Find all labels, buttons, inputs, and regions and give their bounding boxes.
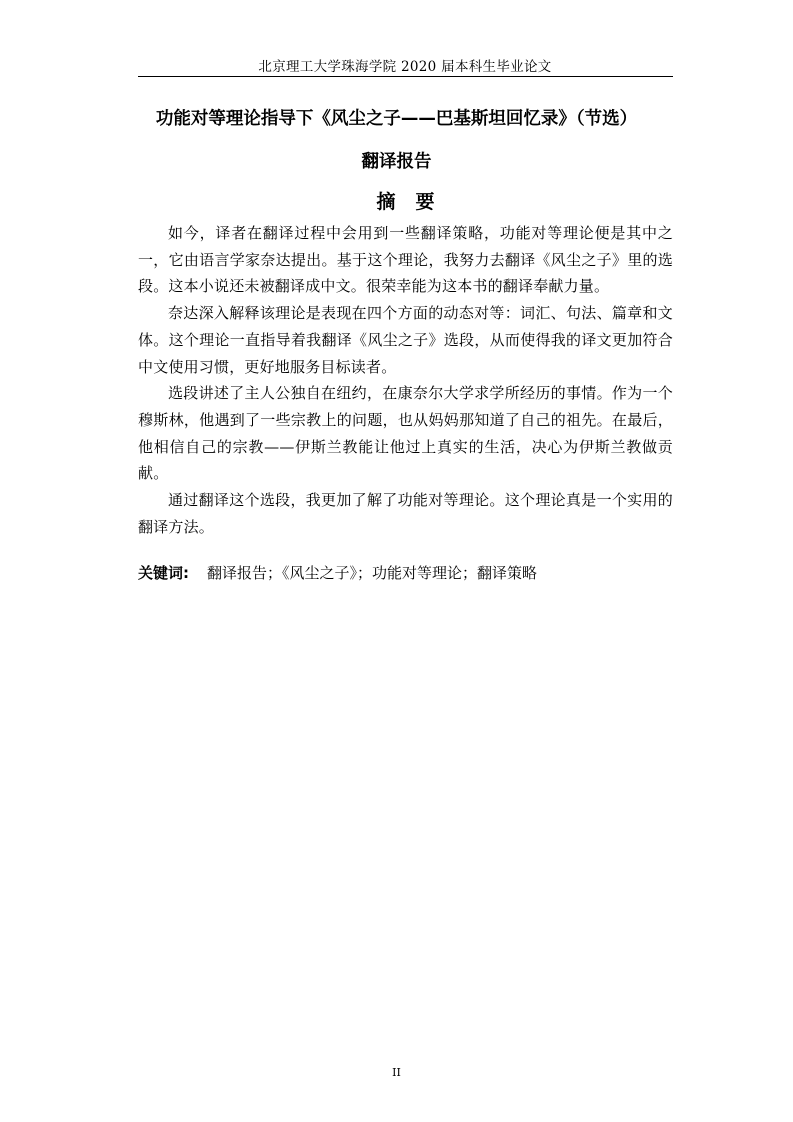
- abstract-paragraph-3: 选段讲述了主人公独自在纽约，在康奈尔大学求学所经历的事情。作为一个穆斯林，他遇到了一些宗教上的问题，也从妈妈那知道了自己的祖先。在最后，他相信自己的宗教——伊斯兰教能让他过上真实的生活，决心为伊斯兰教做贡献。: [138, 384, 673, 483]
- thesis-title-line-1: 功能对等理论指导下《风尘之子——巴基斯坦回忆录》（节选）: [155, 109, 638, 129]
- abstract-body: [138, 220, 673, 540]
- thesis-title-line-2: 翻译报告: [361, 152, 432, 172]
- running-header: 北京理工大学珠海学院 2020 届本科生毕业论文: [258, 59, 552, 75]
- abstract-paragraph-4: 通过翻译这个选段，我更加了解了功能对等理论。这个理论真是一个实用的翻译方法。: [138, 491, 673, 536]
- page-number: II: [392, 1066, 401, 1079]
- header-rule: [138, 76, 673, 77]
- abstract-paragraph-1: 如今，译者在翻译过程中会用到一些翻译策略，功能对等理论便是其中之一，它由语言学家奈达提出。基于这个理论，我努力去翻译《风尘之子》里的选段。这本小说还未被翻译成中文。很荣幸能为这本书的翻译奉献力量。: [138, 224, 673, 296]
- abstract-heading: 摘要: [376, 191, 455, 213]
- keywords-label: 关键词:: [138, 564, 189, 582]
- keywords-value: 翻译报告；《风尘之子》；功能对等理论；翻译策略: [207, 564, 538, 582]
- keywords-line: [138, 561, 673, 585]
- abstract-paragraph-2: 奈达深入解释该理论是表现在四个方面的动态对等：词汇、句法、篇章和文体。这个理论一直指导着我翻译《风尘之子》选段，从而使得我的译文更加符合中文使用习惯，更好地服务目标读者。: [138, 304, 673, 376]
